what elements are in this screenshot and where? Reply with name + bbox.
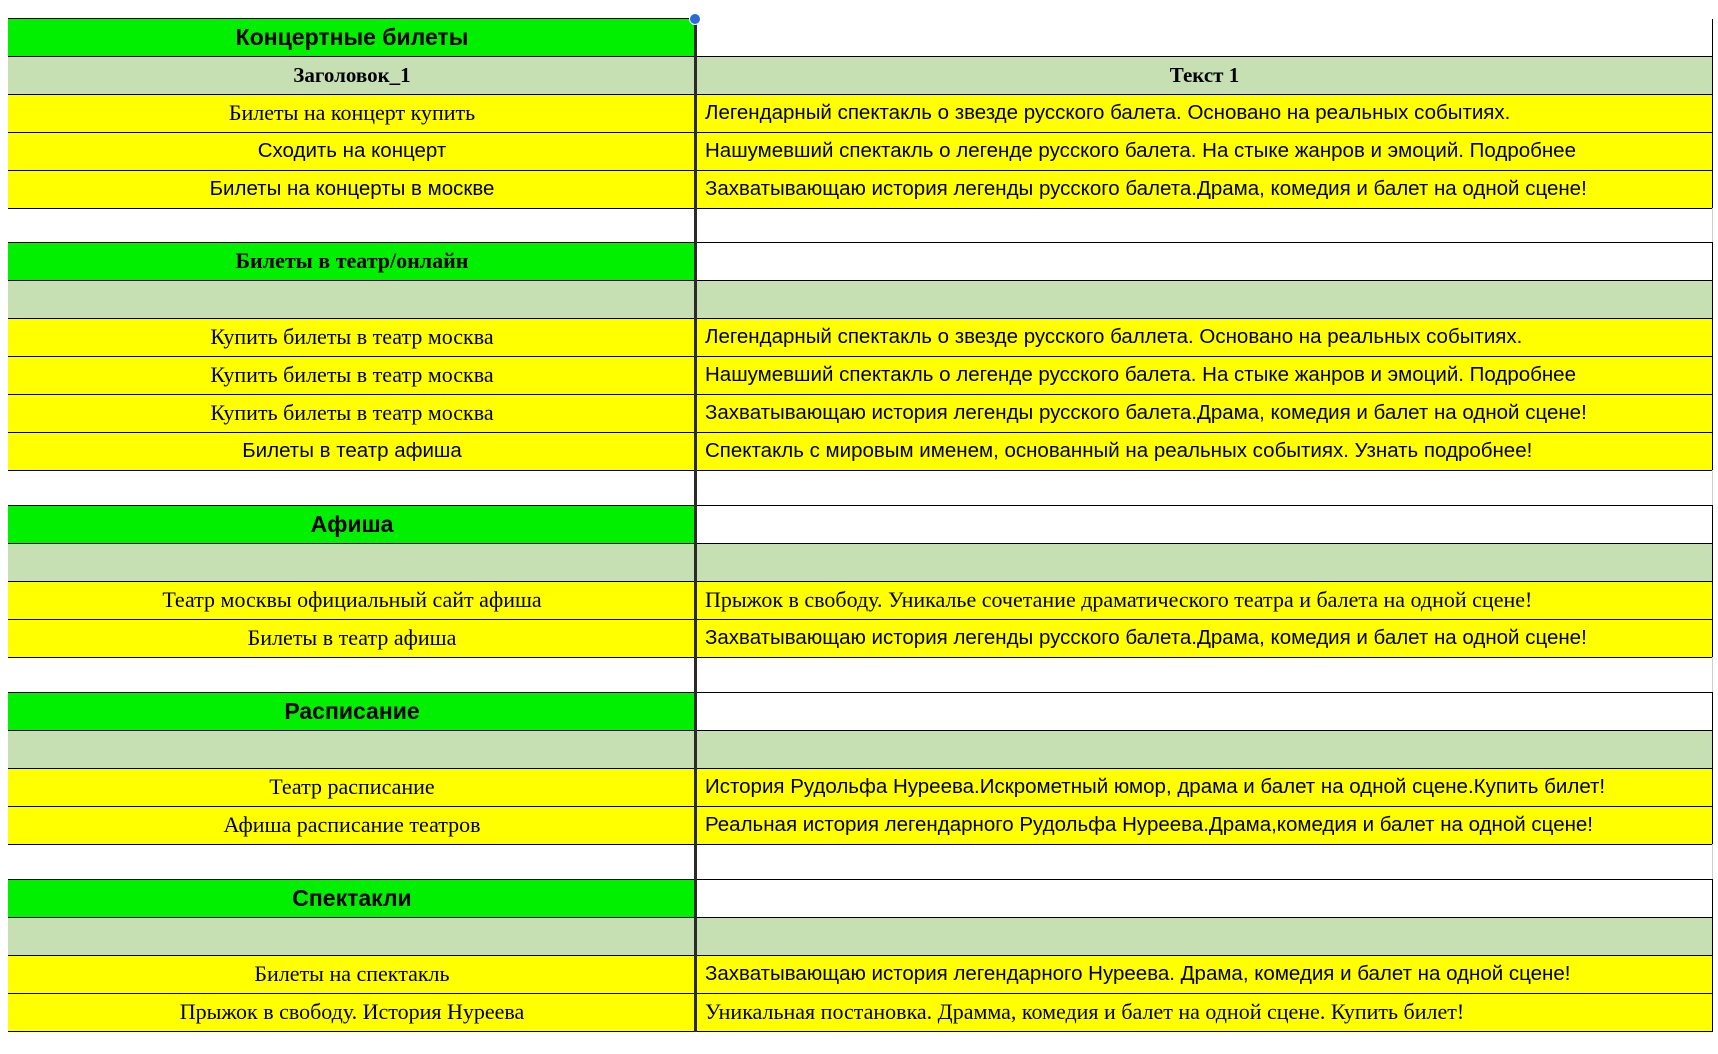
column-header-2[interactable] [696, 280, 1713, 318]
keyword-cell[interactable]: Купить билеты в театр москва [8, 318, 696, 356]
keyword-cell[interactable]: Прыжок в свободу. История Нуреева [8, 993, 696, 1031]
keyword-cell[interactable]: Театр москвы официальный сайт афиша [8, 581, 696, 619]
ad-text-cell[interactable]: Захватывающаю история легенды русского балета.Драма, комедия и балет на одной сцене! [696, 619, 1713, 657]
grid-line [8, 581, 1713, 582]
keyword-cell[interactable]: Билеты на концерты в москве [8, 170, 696, 208]
ad-text-cell[interactable]: Нашумевший спектакль о легенде русского балета. На стыке жанров и эмоций. Подробнее [696, 132, 1713, 170]
section-title-row [8, 879, 1713, 917]
grid-line [8, 132, 1713, 133]
keyword-cell[interactable]: Билеты в театр афиша [8, 432, 696, 470]
column-header-1[interactable]: Заголовок_1 [8, 56, 696, 94]
column-header-row [8, 56, 1713, 94]
column-header-2[interactable] [696, 730, 1713, 768]
grid-line [8, 242, 1713, 243]
section-title-empty-cell[interactable] [696, 879, 1713, 917]
section-title-row [8, 505, 1713, 543]
grid-line [8, 208, 1713, 209]
table-row [8, 768, 1713, 806]
grid-line [8, 470, 1713, 471]
table-row [8, 619, 1713, 657]
section-title[interactable]: Расписание [8, 692, 696, 730]
column-header-2[interactable] [696, 917, 1713, 955]
keyword-cell[interactable]: Билеты на спектакль [8, 955, 696, 993]
grid-line [8, 917, 1713, 918]
ad-text-cell[interactable]: Захватывающаю история легенды русского балета.Драма, комедия и балет на одной сцене! [696, 170, 1713, 208]
section-title-row [8, 242, 1713, 280]
grid-line [8, 993, 1713, 994]
ad-text-cell[interactable]: История Рудольфа Нуреева.Искрометный юмор, драма и балет на одной сцене.Купить билет! [696, 768, 1713, 806]
section-title-empty-cell[interactable] [696, 242, 1713, 280]
column-header-1[interactable] [8, 543, 696, 581]
keyword-cell[interactable]: Театр расписание [8, 768, 696, 806]
grid-line [8, 318, 1713, 319]
table-row [8, 356, 1713, 394]
keyword-cell[interactable]: Купить билеты в театр москва [8, 356, 696, 394]
grid-line [1712, 692, 1713, 845]
keyword-cell[interactable]: Билеты на концерт купить [8, 94, 696, 132]
column-header-row [8, 917, 1713, 955]
ad-text-cell[interactable]: Захватывающаю история легенды русского балета.Драма, комедия и балет на одной сцене! [696, 394, 1713, 432]
column-header-2[interactable] [696, 543, 1713, 581]
ad-text-cell[interactable]: Легендарный спектакль о звезде русского баллета. Основано на реальных событиях. [696, 318, 1713, 356]
table-row [8, 94, 1713, 132]
table-row [8, 318, 1713, 356]
column-header-row [8, 730, 1713, 768]
grid-line [8, 280, 1713, 281]
grid-line [8, 56, 1713, 57]
grid-line [8, 768, 1713, 769]
ad-text-cell[interactable]: Захватывающаю история легендарного Нуреева. Драма, комедия и балет на одной сцене! [696, 955, 1713, 993]
table-row [8, 132, 1713, 170]
ad-text-cell[interactable]: Прыжок в свободу. Уникалье сочетание драматического театра и балета на одной сцене! [696, 581, 1713, 619]
keyword-cell[interactable]: Купить билеты в театр москва [8, 394, 696, 432]
section-title-empty-cell[interactable] [696, 692, 1713, 730]
grid-line [8, 879, 1713, 880]
column-header-row [8, 543, 1713, 581]
ad-text-cell[interactable]: Уникальная постановка. Драмма, комедия и балет на одной сцене. Купить билет! [696, 993, 1713, 1031]
keyword-cell[interactable]: Сходить на концерт [8, 132, 696, 170]
grid-line [1712, 505, 1713, 658]
grid-line [8, 356, 1713, 357]
grid-line [1712, 879, 1713, 1032]
column-header-1[interactable] [8, 730, 696, 768]
table-row [8, 955, 1713, 993]
section-title[interactable]: Спектакли [8, 879, 696, 917]
grid-line [1712, 18, 1713, 209]
column-divider [694, 657, 697, 692]
table-row [8, 806, 1713, 844]
section-title[interactable]: Концертные билеты [8, 18, 696, 56]
column-divider [694, 844, 697, 879]
grid-line [8, 1031, 1713, 1032]
table-row [8, 993, 1713, 1031]
grid-line [8, 806, 1713, 807]
grid-line [1712, 242, 1713, 471]
grid-line [8, 657, 1713, 658]
grid-line [8, 844, 1713, 845]
grid-line [1712, 470, 1713, 505]
section-title-empty-cell[interactable] [696, 18, 1713, 56]
column-divider [694, 505, 697, 658]
grid-line [1712, 844, 1713, 879]
grid-line [8, 730, 1713, 731]
column-header-1[interactable] [8, 280, 696, 318]
keyword-cell[interactable]: Билеты в театр афиша [8, 619, 696, 657]
selection-handle[interactable] [689, 13, 701, 25]
ad-text-cell[interactable]: Легендарный спектакль о звезде русского балета. Основано на реальных событиях. [696, 94, 1713, 132]
ad-text-cell[interactable]: Нашумевший спектакль о легенде русского балета. На стыке жанров и эмоций. Подробнее [696, 356, 1713, 394]
column-divider [694, 692, 697, 845]
grid-line [1712, 657, 1713, 692]
section-title-row [8, 18, 1713, 56]
column-divider [694, 242, 697, 471]
column-divider [694, 470, 697, 505]
column-header-2[interactable]: Текст 1 [696, 56, 1713, 94]
column-divider [694, 208, 697, 242]
section-title[interactable]: Билеты в театр/онлайн [8, 242, 696, 280]
grid-line [8, 505, 1713, 506]
keyword-cell[interactable]: Афиша расписание театров [8, 806, 696, 844]
table-row [8, 394, 1713, 432]
column-header-row [8, 280, 1713, 318]
grid-line [8, 394, 1713, 395]
column-divider [694, 879, 697, 1032]
table-row [8, 170, 1713, 208]
grid-line [8, 692, 1713, 693]
column-divider [694, 18, 697, 209]
grid-line [8, 619, 1713, 620]
grid-mask [698, 17, 1718, 19]
section-title-row [8, 692, 1713, 730]
grid-line [1712, 208, 1713, 242]
grid-line [8, 170, 1713, 171]
table-row [8, 581, 1713, 619]
grid-line [8, 955, 1713, 956]
section-title-empty-cell[interactable] [696, 505, 1713, 543]
ad-text-cell[interactable]: Спектакль с мировым именем, основанный на реальных событиях. Узнать подробнее! [696, 432, 1713, 470]
section-title[interactable]: Афиша [8, 505, 696, 543]
table-row [8, 432, 1713, 470]
grid-line [8, 543, 1713, 544]
grid-line [8, 432, 1713, 433]
ad-text-cell[interactable]: Реальная история легендарного Рудольфа Нуреева.Драма,комедия и балет на одной сцене! [696, 806, 1713, 844]
grid-line [8, 94, 1713, 95]
column-header-1[interactable] [8, 917, 696, 955]
